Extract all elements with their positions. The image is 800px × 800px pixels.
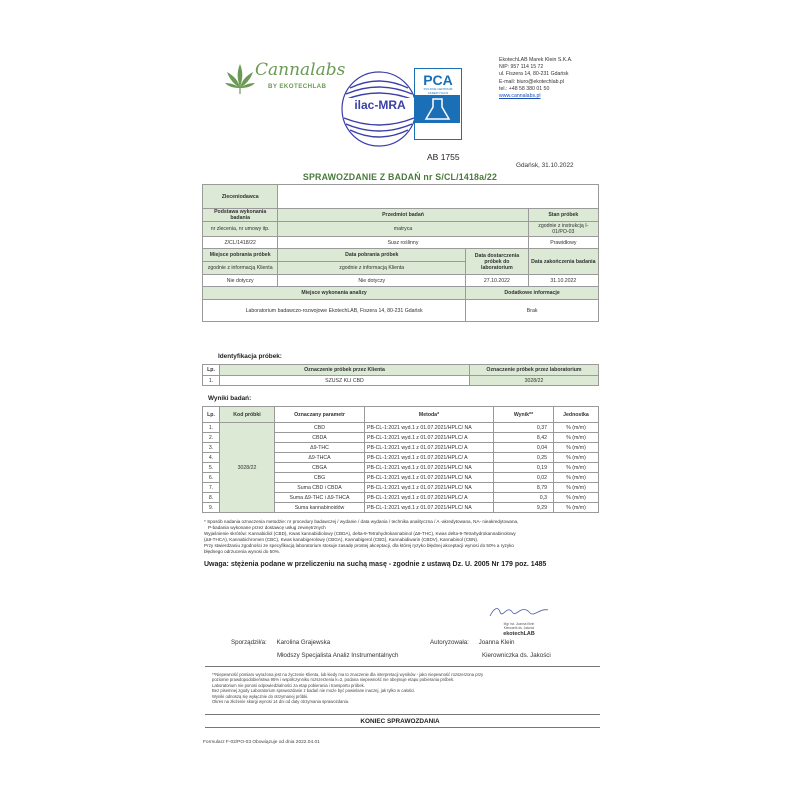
result-param: CBG <box>275 473 365 483</box>
result-metoda: PB-CL-1:2021 wyd.1 z 01.07.2021/HPLC/ NA <box>365 473 494 483</box>
result-param: Δ9-THC <box>275 443 365 453</box>
pca-logo <box>414 68 462 140</box>
note-line: Przy stwierdzaniu zgodności ze specyfikacją laboratorium stosuje zasadę prostej akceptacji, dla której ryzyko błędnej akceptacji wynosi do 50% a ryzyko <box>204 543 514 548</box>
stan-value: Prawidłowy <box>528 237 598 249</box>
result-jednostka: % (m/m) <box>554 443 599 453</box>
report-date: Gdańsk, 31.10.2022 <box>516 162 574 169</box>
company-website-link[interactable]: www.cannalabs.pl <box>499 93 541 100</box>
col-lp: Lp. <box>203 365 220 376</box>
result-wynik: 8,42 <box>494 433 554 443</box>
autoryzowala-role: Kierowniczka ds. Jakości <box>482 652 551 659</box>
result-metoda: PB-CL-1:2021 wyd.1 z 01.07.2021/HPLC/ NA <box>365 463 494 473</box>
result-wynik: 0,02 <box>494 473 554 483</box>
note-line: P-badania wykonane przez dostawcę usług zewnętrznych <box>208 525 326 530</box>
result-wynik: 0,04 <box>494 443 554 453</box>
footnote-line: poziomie prawdopodobieństwa 95% i współczynniku rozszerzenia k=2, podana niepewność nie obejmuje etapu pobierania próbek. <box>212 677 455 683</box>
flask-icon <box>415 95 460 123</box>
col-param: Oznaczany parametr <box>275 407 365 423</box>
company-email: E-mail: biuro@ekotechlab.pl <box>499 78 564 85</box>
podstawa-value: Z/CL/1418/22 <box>203 237 278 249</box>
results-heading: Wyniki badań: <box>208 395 252 402</box>
sample-client: SZUSZ KLI CBD <box>220 376 470 386</box>
result-jednostka: % (m/m) <box>554 473 599 483</box>
result-jednostka: % (m/m) <box>554 423 599 433</box>
result-lp: 6. <box>203 473 220 483</box>
handwritten-signature-icon <box>484 604 554 622</box>
stan-label: Stan próbek <box>528 209 598 222</box>
zleceniodawca-value <box>278 185 599 209</box>
koniec-label: KONIEC SPRAWOZDANIA <box>360 718 440 725</box>
result-jednostka: % (m/m) <box>554 463 599 473</box>
col-lab: Oznaczenie próbek przez laboratorium <box>470 365 599 376</box>
result-metoda: PB-CL-1:2021 wyd.1 z 01.07.2021/HPLC/ A <box>365 443 494 453</box>
note-line: błędnego odrzucenia wynosi do 50%. <box>204 549 281 554</box>
report-title: SPRAWOZDANIE Z BADAŃ nr S/CL/1418a/22 <box>302 172 498 182</box>
autoryzowala-block <box>430 636 514 649</box>
sporzadzil-name: Karolina Grajewska <box>276 639 331 646</box>
result-metoda: PB-CL-1:2021 wyd.1 z 01.07.2021/HPLC/ A <box>365 453 494 463</box>
miejsce-pobrania-sub: zgodnie z informacją Klienta <box>203 262 278 275</box>
method-notes <box>204 519 599 555</box>
col-kod: Kod próbki <box>220 407 275 423</box>
result-metoda: PB-CL-1:2021 wyd.1 z 01.07.2021/HPLC/ NA <box>365 483 494 493</box>
result-lp: 9. <box>203 503 220 513</box>
signature-stamp <box>484 604 554 638</box>
result-param: CBD <box>275 423 365 433</box>
stan-sub: zgodnie z instrukcją I-01/PO-03 <box>528 222 598 237</box>
przedmiot-sub: matryca <box>278 222 528 237</box>
company-info <box>499 57 573 100</box>
miejsce-analizy-label: Miejsce wykonania analizy <box>203 287 466 300</box>
result-param: Suma CBD i CBDA <box>275 483 365 493</box>
dodatkowe-value: Brak <box>466 300 599 322</box>
footnote-line: Bez pisemnej zgody Laboratorium sprawozdanie z badań nie może być powielane inaczej, jak tylko w całości. <box>212 688 416 694</box>
data-pobrania-sub: zgodnie z informacją Klienta <box>278 262 466 275</box>
brand-name: Cannalabs <box>255 60 346 80</box>
footnote-divider <box>205 666 600 667</box>
result-jednostka: % (m/m) <box>554 453 599 463</box>
company-nip: NIP: 957 114 15 72 <box>499 64 544 71</box>
dodatkowe-label: Dodatkowe informacje <box>466 287 599 300</box>
result-lp: 2. <box>203 433 220 443</box>
result-jednostka: % (m/m) <box>554 483 599 493</box>
result-lp: 4. <box>203 453 220 463</box>
uwaga-note: Uwaga: stężenia podane w przeliczeniu na suchą masę - zgodnie z ustawą Dz. U. 2005 Nr 179 poz. 1485 <box>204 561 547 568</box>
sample-lab: 3028/22 <box>470 376 599 386</box>
podstawa-label: Podstawa wykonania badania <box>203 209 278 222</box>
data-pobrania-label: Data pobrania próbek <box>278 249 466 262</box>
footnotes <box>212 672 602 704</box>
autoryzowala-label: Autoryzowała: <box>430 639 469 646</box>
col-lp: Lp. <box>203 407 220 423</box>
col-metoda: Metoda* <box>365 407 494 423</box>
company-phone: tel.: +48 58 380 01 50 <box>499 85 550 92</box>
stamp-role: Kierownik ds. Jakości <box>503 626 535 630</box>
footnote-line: Wyniki odnoszą się wyłącznie do otrzymanej próbki. <box>212 693 309 699</box>
koniec-divider-top <box>205 714 600 715</box>
stamp-name: Mgr inż. Joanna Klein <box>503 622 535 626</box>
note-line: (Δ9-THCA), Kannabichromen (CBC), Kwas kanabigerolowy (CBGA), Kannabigerol (CBG), Kannabidiwarin (CBDV), Kannabinol (CBN). <box>204 537 479 542</box>
result-wynik: 0,19 <box>494 463 554 473</box>
result-jednostka: % (m/m) <box>554 433 599 443</box>
przedmiot-label: Przedmiot badań <box>278 209 528 222</box>
result-wynik: 0,3 <box>494 493 554 503</box>
result-lp: 3. <box>203 443 220 453</box>
ilac-label: ilac-MRA <box>344 98 416 112</box>
sample-id-heading: Identyfikacja próbek: <box>218 353 282 360</box>
ab-number: AB 1755 <box>427 152 460 162</box>
pca-badge: BADANIA <box>429 133 447 137</box>
results-table <box>202 406 599 513</box>
note-line: Wyjaśnienie skrótów: Kannabidiol (CBD), Kwas kannabidiolowy (CBDA), delta-9-Tetrahydrokannabinol (Δ9-THC), Kwas delta-9-Tetrahydrokannabinolowy <box>204 531 516 536</box>
info-table <box>202 184 599 322</box>
col-client: Oznaczenie próbek przez Klienta <box>220 365 470 376</box>
note-line: * Sposób nadania oznaczenia metodzie: nr procedury badawczej / wydanie / data wydania / technika analityczna / A -akredytowana, NA- nieakredytowana, <box>204 519 519 524</box>
col-wynik: Wynik** <box>494 407 554 423</box>
data-zakonczenia-value: 31.10.2022 <box>528 275 598 287</box>
data-zakonczenia-label: Data zakończenia badania <box>528 249 598 275</box>
sporzadzil-block <box>231 636 330 649</box>
result-metoda: PB-CL-1:2021 wyd.1 z 01.07.2021/HPLC/ A <box>365 493 494 503</box>
result-param: CBDA <box>275 433 365 443</box>
result-metoda: PB-CL-1:2021 wyd.1 z 01.07.2021/HPLC/ A <box>365 433 494 443</box>
pca-text: PCA <box>423 72 453 88</box>
col-jednostka: Jednostka <box>554 407 599 423</box>
result-metoda: PB-CL-1:2021 wyd.1 z 01.07.2021/HPLC/ NA <box>365 423 494 433</box>
footnote-line: Okres na złożenie skargi wynosi 14 dni od daty otrzymania sprawozdania. <box>212 699 350 705</box>
result-lp: 5. <box>203 463 220 473</box>
result-kod: 3028/22 <box>220 423 275 513</box>
zleceniodawca-label: Zleceniodawca <box>203 185 278 209</box>
result-wynik: 0,25 <box>494 453 554 463</box>
result-metoda: PB-CL-1:2021 wyd.1 z 01.07.2021/HPLC/ NA <box>365 503 494 513</box>
miejsce-pobrania-value: Nie dotyczy <box>203 275 278 287</box>
footnote-line: Laboratorium nie ponosi odpowiedzialności za etap pobierania i transportu próbek. <box>212 682 365 688</box>
data-pobrania-value: Nie dotyczy <box>278 275 466 287</box>
sporzadzil-label: Sporządził/a: <box>231 639 267 646</box>
footnote-line: **Niepewność pomiaru wyrażona jest na życzenie Klienta, lub kiedy ma to znaczenie dla interpretacji wyników - jako niepewność rozszerzona przy <box>212 672 484 677</box>
miejsce-pobrania-label: Miejsce pobrania próbek <box>203 249 278 262</box>
autoryzowala-name: Joanna Klein <box>478 639 515 646</box>
miejsce-analizy-value: Laboratorium badawczo-rozwojowe EkotechLAB, Fiszera 14, 80-231 Gdańsk <box>203 300 466 322</box>
podstawa-sub: nr zlecenia, nr umowy itp. <box>203 222 278 237</box>
formularz-label: Formularz F-02/PO-03 Obowiązuje od dnia 2022.04.01 <box>203 740 320 745</box>
company-name: EkotechLAB Marek Klein S.K.A. <box>499 57 573 63</box>
result-param: Δ9-THCA <box>275 453 365 463</box>
result-wynik: 8,79 <box>494 483 554 493</box>
data-dostarczenia-value: 27.10.2022 <box>466 275 528 287</box>
sporzadzil-role: Młodszy Specjalista Analiz Instrumentalnych <box>277 652 399 659</box>
sample-lp: 1. <box>203 376 220 386</box>
przedmiot-value: Susz roślinny <box>278 237 528 249</box>
result-wynik: 0,37 <box>494 423 554 433</box>
result-jednostka: % (m/m) <box>554 503 599 513</box>
result-lp: 7. <box>203 483 220 493</box>
result-lp: 1. <box>203 423 220 433</box>
result-wynik: 9,29 <box>494 503 554 513</box>
sample-id-table <box>202 364 599 386</box>
pca-sub: POLSKIE CENTRUM AKREDYTACJI <box>423 87 453 95</box>
result-param: Suma Δ9-THC i Δ9-THCA <box>275 493 365 503</box>
koniec-divider-bottom <box>205 727 600 728</box>
data-dostarczenia-label: Data dostarczenia próbek do laboratorium <box>466 249 528 275</box>
stamp-brand: ekotechLAB <box>503 631 535 637</box>
table-row <box>203 423 599 433</box>
result-param: Suma kannabinoidów <box>275 503 365 513</box>
result-jednostka: % (m/m) <box>554 493 599 503</box>
result-lp: 8. <box>203 493 220 503</box>
company-address: ul. Fiszera 14, 80-231 Gdańsk <box>499 71 569 78</box>
brand-sub: BY EKOTECHLAB <box>268 83 327 90</box>
result-param: CBGA <box>275 463 365 473</box>
